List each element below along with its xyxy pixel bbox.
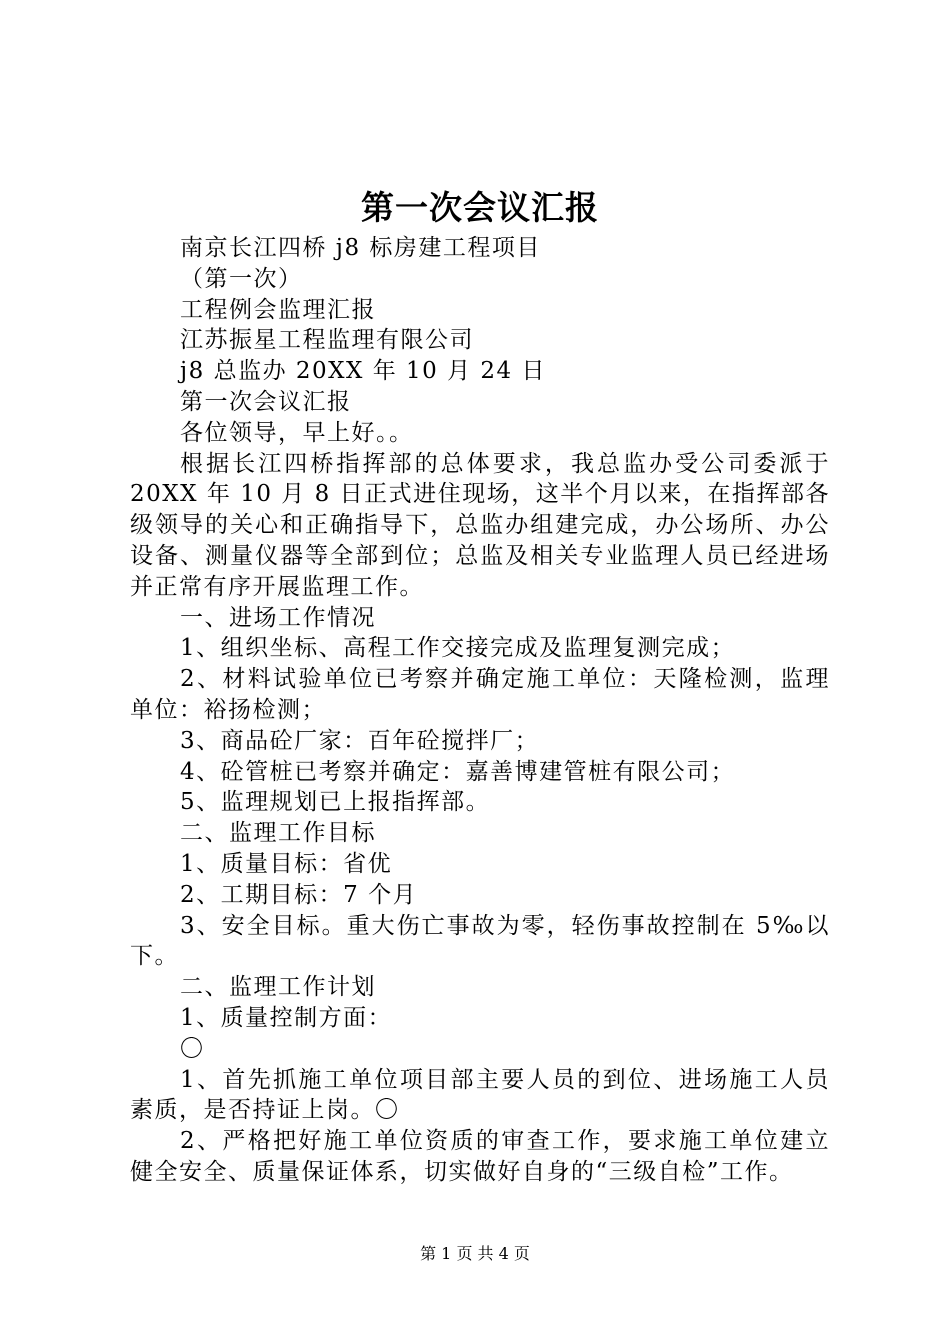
paragraph: 各位领导，早上好。。: [180, 419, 414, 446]
paragraph: 〇: [180, 1035, 205, 1062]
paragraph: j8 总监办 20XX 年 10 月 24 日: [180, 358, 546, 385]
paragraph: 2、材料试验单位已考察并确定施工单位：天隆检测，监理单位：裕扬检测；: [130, 666, 830, 723]
paragraph: 江苏振星工程监理有限公司: [180, 327, 474, 354]
paragraph: 工程例会监理汇报: [180, 296, 376, 323]
paragraph: 南京长江四桥 j8 标房建工程项目: [180, 235, 541, 261]
paragraph: 一、进场工作情况: [180, 604, 376, 631]
paragraph: （第一次）: [180, 265, 303, 292]
paragraph: 2、工期目标：7 个月: [180, 881, 418, 908]
page-footer: 第 1 页 共 4 页: [420, 1244, 530, 1263]
paragraph: 二、监理工作计划: [180, 974, 376, 1001]
paragraph: 2、严格把好施工单位资质的审查工作，要求施工单位建立健全安全、质量保证体系，切实做好自身的“三级自检”工作。: [130, 1128, 830, 1185]
paragraph: 3、安全目标。重大伤亡事故为零，轻伤事故控制在 5‰以下。: [130, 912, 830, 970]
paragraph: 1、组织坐标、高程工作交接完成及监理复测完成；: [180, 635, 736, 662]
paragraph: 4、砼管桩已考察并确定：嘉善博建管桩有限公司；: [180, 758, 736, 785]
paragraph: 根据长江四桥指挥部的总体要求，我总监办受公司委派于 20XX 年 10 月 8 日正式进住现场，这半个月以来，在指挥部各级领导的关心和正确指导下，总监办组建完成，办公场所、办公设备、测量仪器等全部到位；总监及相关专业监理人员已经进场并正常有序开展监理工作。: [130, 450, 830, 600]
paragraph: 1、质量目标：省优: [180, 850, 393, 877]
paragraph: 1、首先抓施工单位项目部主要人员的到位、进场施工人员素质，是否持证上岗。〇: [130, 1066, 830, 1124]
paragraph: 1、质量控制方面：: [180, 1004, 393, 1031]
document-body: [130, 233, 830, 1188]
paragraph: 第一次会议汇报: [180, 388, 352, 415]
paragraph: 二、监理工作目标: [180, 820, 376, 847]
paragraph: 5、监理规划已上报指挥部。: [180, 789, 491, 816]
paragraph: 3、商品砼厂家：百年砼搅拌厂；: [180, 727, 540, 754]
document-title: 第一次会议汇报: [361, 188, 599, 227]
